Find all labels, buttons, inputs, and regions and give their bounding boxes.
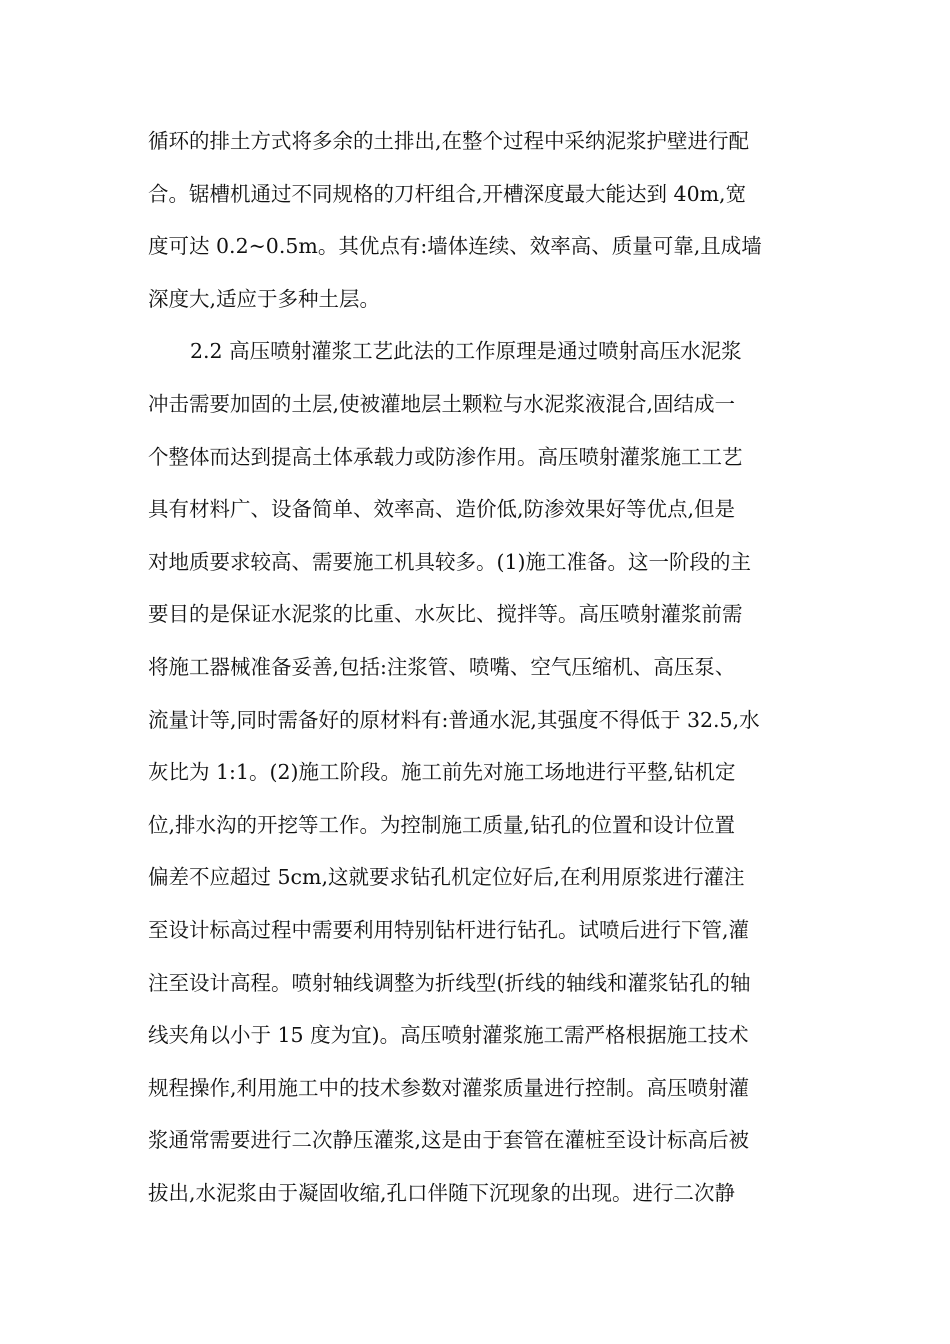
text-line: 度可达 0.2~0.5m。其优点有:墙体连续、效率高、质量可靠,且成墙	[148, 234, 762, 259]
text-line: 具有材料广、设备简单、效率高、造价低,防渗效果好等优点,但是	[148, 497, 736, 522]
text-line: 至设计标高过程中需要利用特别钻杆进行钻孔。试喷后进行下管,灌	[148, 917, 750, 942]
body-text	[148, 115, 808, 1219]
text-line: 浆通常需要进行二次静压灌浆,这是由于套管在灌桩至设计标高后被	[148, 1128, 750, 1153]
text-line: 规程操作,利用施工中的技术参数对灌浆质量进行控制。高压喷射灌	[148, 1075, 750, 1100]
text-line: 将施工器械准备妥善,包括:注浆管、喷嘴、空气压缩机、高压泵、	[148, 654, 736, 679]
text-line: 拔出,水泥浆由于凝固收缩,孔口伴随下沉现象的出现。进行二次静	[148, 1180, 736, 1205]
text-line: 个整体而达到提高土体承载力或防渗作用。高压喷射灌浆施工工艺	[148, 444, 743, 469]
text-line: 偏差不应超过 5cm,这就要求钻孔机定位好后,在利用原浆进行灌注	[148, 865, 745, 890]
paragraph-first-line: 2.2 高压喷射灌浆工艺此法的工作原理是通过喷射高压水泥浆	[190, 339, 742, 364]
text-line: 灰比为 1:1。(2)施工阶段。施工前先对施工场地进行平整,钻机定	[148, 760, 736, 785]
text-line: 深度大,适应于多种土层。	[148, 286, 381, 311]
text-line: 注至设计高程。喷射轴线调整为折线型(折线的轴线和灌浆钻孔的轴	[148, 970, 751, 995]
text-line: 流量计等,同时需备好的原材料有:普通水泥,其强度不得低于 32.5,水	[148, 707, 760, 732]
text-line: 对地质要求较高、需要施工机具较多。(1)施工准备。这一阶段的主	[148, 549, 752, 574]
text-line: 要目的是保证水泥浆的比重、水灰比、搅拌等。高压喷射灌浆前需	[148, 602, 743, 627]
text-line: 合。锯槽机通过不同规格的刀杆组合,开槽深度最大能达到 40m,宽	[148, 181, 747, 206]
text-line: 冲击需要加固的土层,使被灌地层土颗粒与水泥浆液混合,固结成一	[148, 391, 736, 416]
text-line: 位,排水沟的开挖等工作。为控制施工质量,钻孔的位置和设计位置	[148, 812, 736, 837]
text-line: 线夹角以小于 15 度为宜)。高压喷射灌浆施工需严格根据施工技术	[148, 1023, 749, 1048]
text-line: 循环的排土方式将多余的土排出,在整个过程中采纳泥浆护壁进行配	[148, 129, 750, 153]
